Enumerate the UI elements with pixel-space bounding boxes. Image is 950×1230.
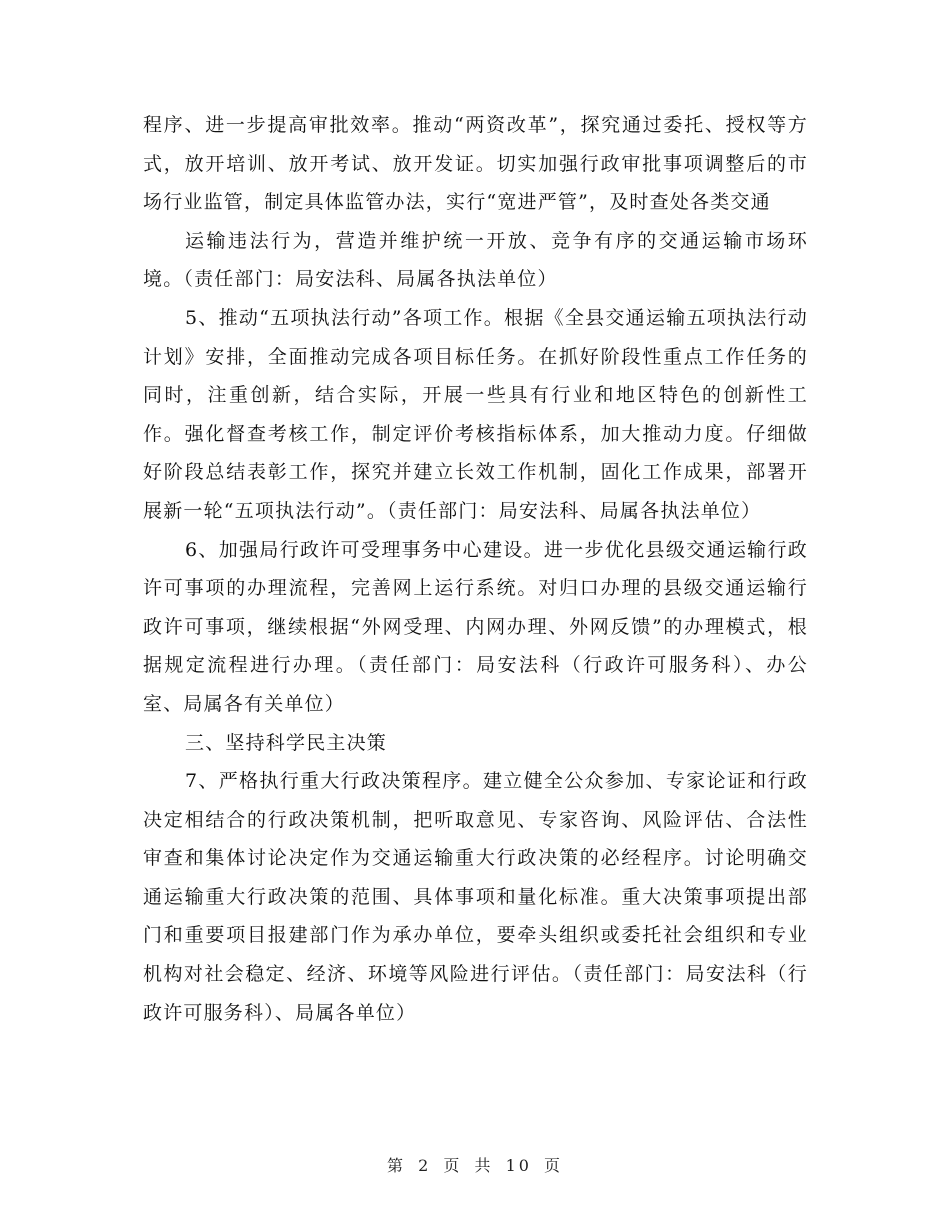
- paragraph-1: 程序、进一步提高审批效率。推动“两资改革”，探究通过委托、授权等方式，放开培训、放开考试、放开发证。切实加强行政审批事项调整后的市场行业监管，制定具体监管办法，实行“宽进严管”，及时查处各类交通: [143, 114, 808, 214]
- paragraph-3: 5、推动“五项执法行动”各项工作。根据《全县交通运输五项执法行动计划》安排，全面推动完成各项目标任务。在抓好阶段性重点工作任务的同时，注重创新，结合实际，开展一些具有行业和地区特色的创新性工作。强化督查考核工作，制定评价考核指标体系，加大推动力度。仔细做好阶段总结表彰工作，探究并建立长效工作机制，固化工作成果，部署开展新一轮“五项执法行动”。（责任部门：局安法科、局属各执法单位）: [143, 306, 808, 522]
- footer-current-page: 2: [418, 1156, 432, 1175]
- footer-total-word: 共: [474, 1156, 494, 1175]
- footer-suffix: 页: [544, 1156, 564, 1175]
- footer-prefix: 第: [386, 1156, 406, 1175]
- paragraph-5: 7、严格执行重大行政决策程序。建立健全公众参加、专家论证和行政决定相结合的行政决策机制，把听取意见、专家咨询、风险评估、合法性审查和集体讨论决定作为交通运输重大行政决策的必经程序。讨论明确交通运输重大行政决策的范围、具体事项和量化标准。重大决策事项提出部门和重要项目报建部门作为承办单位，要牵头组织或委托社会组织和专业机构对社会稳定、经济、环境等风险进行评估。（责任部门：局安法科（行政许可服务科）、局属各单位）: [143, 770, 808, 1024]
- paragraph-2: 运输违法行为，营造并维护统一开放、竞争有序的交通运输市场环境。（责任部门：局安法科、局属各执法单位）: [143, 229, 808, 291]
- section-heading: 三、坚持科学民主决策: [185, 731, 388, 754]
- document-body: [143, 106, 808, 1032]
- footer-total-pages: 10: [505, 1156, 532, 1175]
- page-footer: [0, 1153, 950, 1176]
- paragraph-4: 6、加强局行政许可受理事务中心建设。进一步优化县级交通运输行政许可事项的办理流程，完善网上运行系统。对归口办理的县级交通运输行政许可事项，继续根据“外网受理、内网办理、外网反馈”的办理模式，根据规定流程进行办理。（责任部门：局安法科（行政许可服务科）、办公室、局属各有关单位）: [143, 538, 808, 715]
- footer-page-word: 页: [443, 1156, 463, 1175]
